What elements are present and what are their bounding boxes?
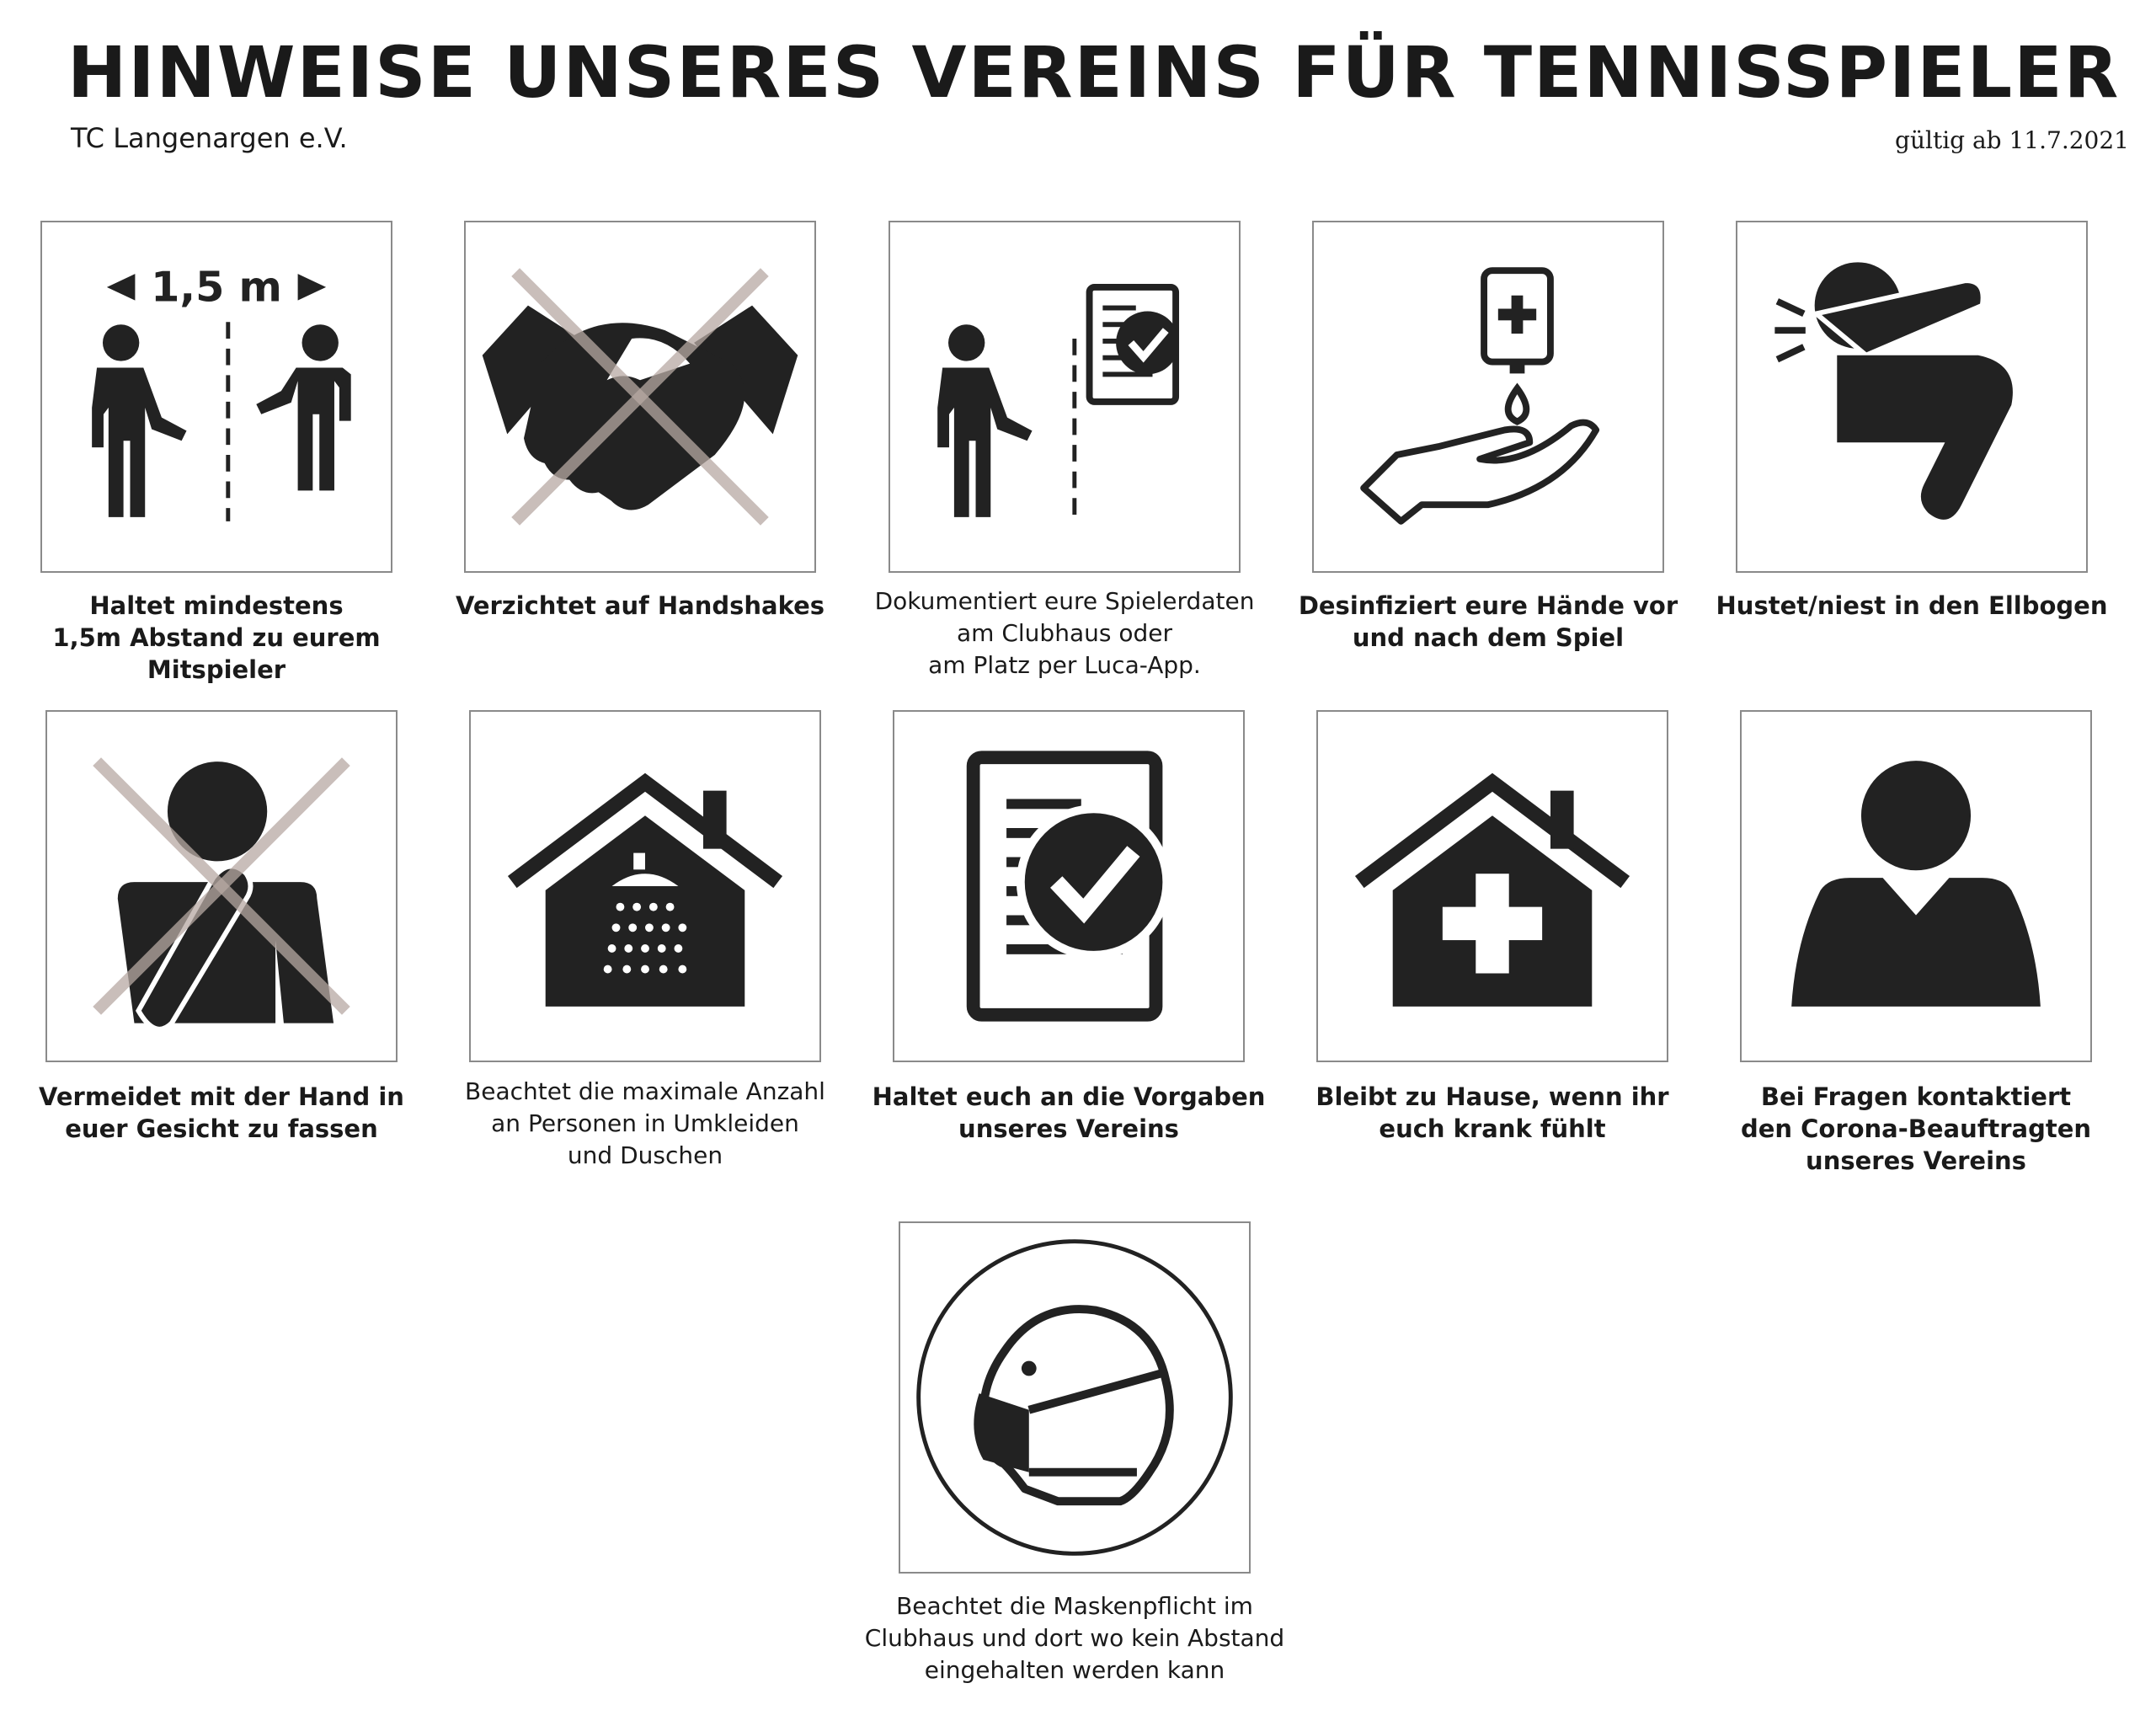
rule-card-distance (40, 221, 392, 573)
rule-card-cough (1736, 221, 2088, 573)
rule-card-mask (899, 1221, 1251, 1574)
document-player-icon (890, 222, 1239, 571)
rule-card-rules (893, 710, 1245, 1062)
valid-date: gültig ab 11.7.2021 (1895, 126, 2129, 154)
rule-caption-handshake: Verzichtet auf Handshakes (455, 591, 825, 620)
rule-caption-distance: Haltet mindestens 1,5m Abstand zu eurem Mitspieler (52, 591, 381, 684)
house-medical-icon (1318, 712, 1667, 1061)
cough-elbow-icon (1737, 222, 2086, 571)
no-face-touch-icon (47, 712, 396, 1061)
rule-card-sanitize (1312, 221, 1664, 573)
rule-caption-shower: Beachtet die maximale Anzahl an Personen in Umkleiden und Duschen (465, 1077, 825, 1169)
distance-icon (42, 222, 391, 571)
rule-caption-face: Vermeidet mit der Hand in euer Gesicht zu fassen (39, 1082, 404, 1143)
rule-card-shower (469, 710, 821, 1062)
rule-caption-rules: Haltet euch an die Vorgaben unseres Vereins (872, 1082, 1266, 1143)
rule-caption-stay-home: Bleibt zu Hause, wenn ihr euch krank fühlt (1315, 1082, 1669, 1143)
hand-sanitizer-icon (1314, 222, 1662, 571)
rule-card-stay-home (1316, 710, 1668, 1062)
no-handshake-icon (466, 222, 814, 571)
svg-text:1,5 m: 1,5 m (151, 262, 282, 312)
rule-card-face (45, 710, 398, 1062)
rule-caption-cough: Hustet/niest in den Ellbogen (1716, 591, 2108, 620)
rule-caption-contact: Bei Fragen kontaktiert den Corona-Beauftragten unseres Vereins (1740, 1082, 2092, 1175)
face-mask-icon (900, 1223, 1249, 1572)
rule-caption-documentation: Dokumentiert eure Spielerdaten am Clubhaus oder am Platz per Luca-App. (874, 587, 1255, 679)
page-title: HINWEISE UNSERES VEREINS FÜR TENNISSPIELER (67, 31, 2121, 114)
house-shower-icon (471, 712, 819, 1061)
rule-caption-sanitize: Desinfiziert eure Hände vor und nach dem Spiel (1298, 591, 1678, 652)
rule-caption-mask: Beachtet die Maskenpflicht im Clubhaus und dort wo kein Abstand eingehalten werden kann (864, 1592, 1285, 1684)
rule-card-contact (1740, 710, 2092, 1062)
rule-card-handshake (464, 221, 816, 573)
rule-card-documentation (889, 221, 1241, 573)
checklist-icon (894, 712, 1243, 1061)
person-contact-icon (1742, 712, 2090, 1061)
club-name: TC Langenargen e.V. (71, 122, 348, 154)
